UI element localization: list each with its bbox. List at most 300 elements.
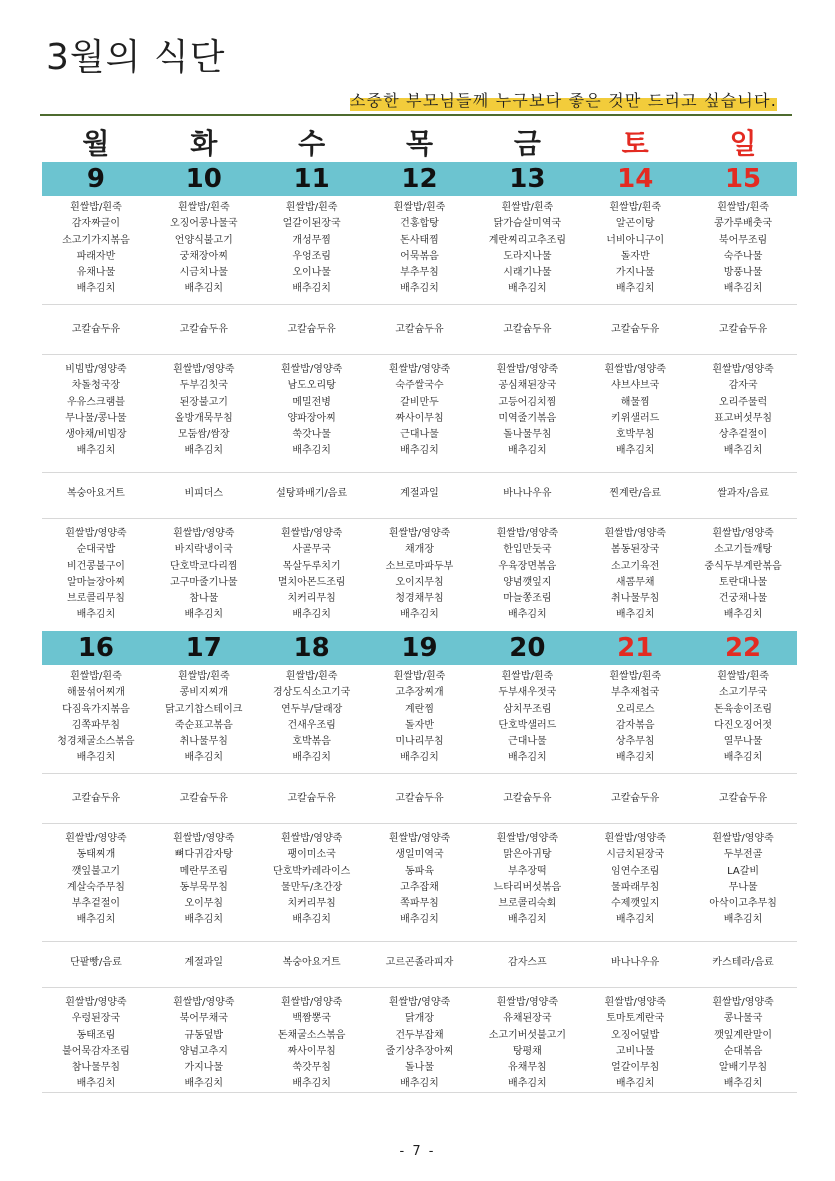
menu-item: 계란찜 [405,703,434,715]
menu-item: 소고기버섯불고기 [488,1029,566,1041]
menu-item: 깻잎계란말이 [714,1029,773,1041]
menu-item: 북어무조림 [718,234,768,246]
meal-cell [366,362,474,460]
menu-item: 채개장 [405,544,434,556]
menu-item: 배추김치 [76,1078,116,1090]
snack-item: 고칼슘두유 [503,793,552,804]
menu-item: 배추김치 [184,609,224,621]
menu-item: 봄동된장국 [611,544,660,556]
meal-cell [366,669,474,767]
menu-item: 숙주나물 [723,250,763,262]
menu-item: 죽순표고볶음 [174,719,233,731]
snack-item: 복숭아요거트 [66,488,125,499]
snack-item: 고칼슘두유 [71,793,121,804]
menu-item: 뼈다귀감자탕 [174,849,233,861]
menu-item: 배추김치 [615,914,655,926]
meal-cell [366,995,474,1093]
menu-item: 오이나물 [292,267,331,279]
menu-item: 흰쌀밥/흰죽 [717,202,769,213]
date-number: 17 [185,633,222,663]
meal-cell [581,995,689,1093]
menu-item: 소브로마파두부 [385,560,454,572]
meal-cell [689,669,797,767]
menu-item: 배추김치 [400,1078,439,1090]
meal-cell [258,669,366,767]
menu-item: 시금치나물 [179,267,228,279]
lunch-row-week-1 [42,362,797,460]
menu-item: 계살숙주무침 [66,881,125,893]
meal-cell [689,526,797,624]
menu-item: 바지락냉이국 [174,544,233,556]
menu-item: 배추김치 [292,752,331,764]
menu-item: 우렁된장국 [71,1013,121,1025]
menu-item: 배추김치 [184,445,224,457]
menu-item: 흰쌀밥/영양죽 [388,528,451,539]
date-number: 16 [77,633,115,663]
menu-item: 중식두부계란볶음 [704,560,782,572]
snack1-row-week-1 [42,322,797,338]
menu-item: 양념깻잎지 [503,576,552,588]
snack-cell [42,791,150,807]
menu-item: 흰쌀밥/흰죽 [177,671,230,682]
date-number: 13 [509,164,546,194]
snack-item: 고칼슘두유 [179,324,228,335]
menu-item: 북어무채국 [179,1013,228,1025]
menu-item: 배추김치 [184,1078,224,1090]
menu-item: 김쪽파무침 [71,719,121,731]
section-divider [42,518,797,519]
weekday-mon: 월 [82,127,110,160]
menu-item: 동부묵무침 [179,881,228,893]
menu-item: 시래기나물 [503,267,552,279]
meal-cell [581,526,689,624]
snack-item: 찐계란/음료 [609,488,662,499]
menu-item: 부추재첩국 [611,687,660,699]
menu-item: 흰쌀밥/영양죽 [712,997,774,1008]
menu-item: 깻잎불고기 [71,865,121,877]
menu-item: 비빔밥/영양죽 [65,364,127,375]
menu-item: 청경채굴소스볶음 [57,736,135,748]
menu-item: 쑥갓나물 [292,429,331,441]
menu-item: 해물섞어찌개 [66,687,125,699]
snack2-row-week-1 [42,486,797,502]
snack-cell [42,955,150,971]
snack-item: 바나나우유 [611,957,660,968]
snack-item: 고칼슘두유 [718,793,768,804]
snack-cell [258,486,366,502]
menu-item: 배추김치 [615,445,655,457]
menu-item: 순대볶음 [723,1045,763,1057]
meal-cell [473,526,581,624]
date-number: 11 [293,164,330,194]
menu-item: 근대나물 [508,736,547,748]
snack-cell [473,955,581,971]
menu-item: 흰쌀밥/흰죽 [609,671,662,682]
section-divider [42,987,797,988]
menu-item: 시금치된장국 [606,849,665,861]
page-title: 3월의 식단 [46,37,226,78]
menu-item: 흰쌀밥/영양죽 [280,528,343,539]
meal-cell [150,362,258,460]
menu-item: 짜사이무침 [395,412,444,424]
menu-item: 감자볶음 [615,719,655,731]
menu-item: 올방개묵무침 [174,412,233,424]
menu-item: 도라지나물 [503,250,552,262]
menu-item: 흰쌀밥/흰죽 [717,671,769,682]
weekday-thu: 목 [405,127,434,160]
snack-cell [689,322,797,338]
menu-item: 물만두/초간장 [280,881,343,893]
menu-item: 돌나물무침 [503,429,552,441]
menu-item: 감자짜글이 [71,218,121,230]
menu-item: 배추김치 [723,445,763,457]
menu-item: 다짐육가지볶음 [62,703,130,715]
menu-item: 파래자반 [76,250,116,262]
menu-item: 배추김치 [723,914,763,926]
snack-cell [258,955,366,971]
menu-item: 흰쌀밥/영양죽 [65,997,127,1008]
meal-cell [473,200,581,298]
menu-item: 흰쌀밥/영양죽 [173,364,235,375]
menu-item: 비건콩불구이 [66,560,125,572]
menu-item: 배추김치 [508,1078,547,1090]
menu-item: 두부전골 [723,849,763,861]
menu-item: 흰쌀밥/영양죽 [604,833,666,844]
menu-item: 계란찌리고추조림 [488,234,566,246]
menu-item: 모둠쌈/쌈장 [177,429,230,441]
meal-cell [473,362,581,460]
meal-cell [689,200,797,298]
menu-item: 흰쌀밥/흰죽 [285,202,338,213]
menu-item: 물파래무침 [611,881,660,893]
snack-item: 비피더스 [184,488,224,499]
menu-item: 사골무국 [292,544,331,556]
menu-item: 짜사이무침 [287,1045,336,1057]
menu-item: 돈사태찜 [400,234,439,246]
menu-item: 흰쌀밥/영양죽 [280,997,343,1008]
menu-item: 상추무침 [615,736,655,748]
menu-item: 흰쌀밥/영양죽 [496,364,559,375]
menu-item: 배추김치 [400,283,439,295]
menu-item: 배추김치 [76,752,116,764]
menu-item: 마늘쫑조림 [503,593,552,605]
snack-item: 계절과일 [184,957,224,968]
date-number: 9 [86,164,105,194]
menu-item: 키위샐러드 [611,412,660,424]
snack-item: 고칼슘두유 [287,793,336,804]
menu-item: 건새우조림 [287,719,336,731]
menu-item: 오징어콩나물국 [169,218,238,230]
menu-item: 생일미역국 [395,849,444,861]
menu-item: 닭가슴살미역국 [493,218,562,230]
menu-item: 흰쌀밥/영양죽 [65,528,127,539]
menu-item: 양파장아찌 [287,412,336,424]
menu-item: 백짬뽕국 [292,1013,331,1025]
menu-item: 참나물무침 [71,1062,121,1074]
menu-item: 개성무찜 [292,234,331,246]
menu-item: 느타리버섯볶음 [493,881,562,893]
menu-item: 오이지무침 [395,576,444,588]
menu-item: 우육장면볶음 [498,560,557,572]
menu-item: 무나물/콩나물 [65,412,127,424]
snack-item: 고칼슘두유 [71,324,121,335]
date-number: 19 [401,633,438,663]
dinner-row-week-1 [42,526,797,624]
menu-item: 단호박코다리찜 [169,560,238,572]
menu-item: 고비나물 [615,1045,655,1057]
menu-item: 흰쌀밥/영양죽 [712,833,774,844]
menu-item: 배추김치 [400,445,439,457]
menu-item: 오징어덮밥 [611,1029,660,1041]
menu-item: 흰쌀밥/영양죽 [173,833,235,844]
snack-cell [689,955,797,971]
menu-item: 불어묵감자조림 [62,1045,130,1057]
menu-item: 배추김치 [292,914,331,926]
menu-item: 부추장떡 [508,865,547,877]
menu-item: 돈육송이조림 [714,703,773,715]
menu-item: 알곤이탕 [615,218,655,230]
snack-cell [366,486,474,502]
menu-item: 흰쌀밥/흰죽 [285,671,338,682]
snack-cell [581,955,689,971]
menu-item: 언양식불고기 [174,234,233,246]
date-band-week-2 [42,631,797,665]
menu-item: 연두부/달래장 [280,703,343,715]
snack-cell [150,322,258,338]
menu-item: 된장불고기 [179,396,228,408]
dinner-row-week-2 [42,995,797,1093]
meal-cell [366,526,474,624]
menu-item: 배추김치 [400,752,439,764]
menu-item: 다진오징어젓 [714,719,773,731]
menu-item: 참나물 [189,593,219,605]
menu-item: 멸치아몬드조림 [277,576,346,588]
menu-item: 새콤무채 [615,576,655,588]
snack-item: 고칼슘두유 [503,324,552,335]
snack-cell [366,955,474,971]
menu-item: 배추김치 [508,752,547,764]
snack-item: 계절과일 [400,488,439,499]
weekday-fri: 금 [513,127,541,160]
menu-item: 숙주쌀국수 [395,380,444,392]
menu-item: 알배기무침 [718,1062,768,1074]
menu-item: 줄기상추장아찌 [385,1045,454,1057]
menu-item: 쪽파무침 [400,898,439,910]
snack-cell [473,486,581,502]
section-divider [42,304,797,305]
snack-item: 고칼슘두유 [287,324,336,335]
breakfast-row-week-2 [42,669,797,767]
date-number: 14 [617,164,654,194]
menu-item: 흰쌀밥/영양죽 [604,528,666,539]
meal-cell [150,200,258,298]
menu-item: 배추김치 [615,1078,655,1090]
menu-item: 배추김치 [508,283,547,295]
meal-cell [366,200,474,298]
menu-item: 배추김치 [292,1078,331,1090]
snack-cell [366,322,474,338]
menu-item: 흰쌀밥/영양죽 [173,997,235,1008]
menu-item: 동파육 [405,865,434,877]
menu-item: 배추김치 [400,609,439,621]
meal-cell [42,831,150,929]
snack-cell [42,322,150,338]
date-number: 22 [724,633,762,663]
menu-item: 호박볶음 [292,736,331,748]
menu-item: 쑥갓무침 [292,1062,331,1074]
snack-cell [258,791,366,807]
menu-item: 흰쌀밥/영양죽 [65,833,127,844]
menu-item: 동태조림 [76,1029,116,1041]
menu-item: 배추김치 [508,914,547,926]
menu-item: 건궁채나물 [718,593,768,605]
menu-item: 돌자반 [405,719,434,731]
snack-item: 고르곤졸라피자 [385,957,454,968]
menu-item: 취나물무침 [611,593,660,605]
weekday-wed: 수 [298,127,326,160]
menu-item: 너비아니구이 [606,234,665,246]
section-divider [42,941,797,942]
menu-item: 수제깻잎지 [611,898,660,910]
subtitle-block [350,90,777,112]
menu-item: 단호박샐러드 [498,719,557,731]
meal-cell [689,995,797,1093]
snack-item: 카스테라/음료 [712,957,774,968]
menu-item: 배추김치 [723,1078,763,1090]
menu-item: 유채된장국 [503,1013,552,1025]
menu-item: 배추김치 [508,609,547,621]
menu-item: 근대나물 [400,429,439,441]
menu-item: 돌나물 [405,1062,434,1074]
menu-item: 메란무조림 [179,865,228,877]
menu-item: 돈채굴소스볶음 [277,1029,346,1041]
section-divider [42,1092,797,1093]
menu-item: 흰쌀밥/영양죽 [604,364,666,375]
section-divider [42,472,797,473]
menu-item: LA갈비 [727,865,760,877]
menu-item: 아삭이고추무침 [709,898,777,910]
menu-item: 공심채된장국 [498,380,557,392]
menu-item: 양념고추지 [179,1045,228,1057]
menu-item: 우유스크램블 [66,396,125,408]
snack-cell [150,486,258,502]
menu-item: 가지나물 [184,1062,224,1074]
menu-item: 배추김치 [723,283,763,295]
date-number: 21 [617,633,654,663]
menu-item: 콩가루배춧국 [714,218,773,230]
menu-item: 배추김치 [508,445,547,457]
menu-item: 흰쌀밥/흰죽 [70,671,122,682]
menu-item: 감자국 [728,380,758,392]
meal-cell [473,669,581,767]
menu-item: 목살두루치기 [282,560,341,572]
menu-item: 탕평채 [512,1045,542,1057]
menu-item: 순대국밥 [76,544,116,556]
menu-item: 흰쌀밥/영양죽 [388,997,451,1008]
menu-item: 흰쌀밥/영양죽 [280,833,343,844]
menu-item: 콩나물국 [723,1013,763,1025]
section-divider [42,354,797,355]
menu-item: 임연수조림 [611,865,660,877]
menu-item: 우엉조림 [292,250,331,262]
menu-item: 배추김치 [615,752,655,764]
menu-item: 두부김칫국 [179,380,228,392]
menu-item: 흰쌀밥/영양죽 [496,997,559,1008]
menu-item: 치커리무침 [287,593,336,605]
menu-item: 치커리무침 [287,898,336,910]
meal-cell [42,669,150,767]
meal-cell [366,831,474,929]
menu-item: 알마늘장아찌 [66,576,125,588]
menu-item: 배추김치 [76,445,116,457]
menu-item: 흰쌀밥/흰죽 [393,671,446,682]
menu-item: 유채무침 [508,1062,547,1074]
menu-item: 배추김치 [292,609,331,621]
menu-item: 흰쌀밥/영양죽 [496,833,559,844]
menu-item: 궁채장아찌 [179,250,228,262]
menu-item: 흰쌀밥/영양죽 [604,997,666,1008]
meal-cell [581,362,689,460]
menu-item: 흰쌀밥/흰죽 [609,202,662,213]
menu-item: 오리주물럭 [718,396,768,408]
menu-item: 메밀전병 [292,396,331,408]
snack-cell [689,486,797,502]
meal-cell [258,831,366,929]
menu-item: 배추김치 [615,609,655,621]
menu-item: 건홍합탕 [400,218,439,230]
menu-item: 흰쌀밥/영양죽 [712,364,774,375]
snack-item: 감자스프 [508,957,547,968]
menu-item: 소고기무국 [718,687,768,699]
date-number: 12 [401,164,438,194]
menu-item: 가지나물 [615,267,655,279]
weekday-sun: 일 [729,127,757,160]
menu-item: 흰쌀밥/영양죽 [712,528,774,539]
menu-item: 얼갈이무침 [611,1062,660,1074]
menu-item: 두부새우젓국 [498,687,557,699]
weekday-tue: 화 [190,127,218,160]
snack2-row-week-2 [42,955,797,971]
menu-item: 동태찌개 [76,849,116,861]
snack-item: 고칼슘두유 [179,793,228,804]
menu-item: 호박무침 [615,429,655,441]
snack-cell [473,791,581,807]
snack-cell [473,322,581,338]
menu-item: 부추겉절이 [71,898,121,910]
menu-item: 흰쌀밥/흰죽 [501,202,554,213]
menu-item: 청경채무침 [395,593,444,605]
snack-item: 고칼슘두유 [611,793,660,804]
meal-cell [150,831,258,929]
meal-cell [581,831,689,929]
menu-item: 미역줄기볶음 [498,412,557,424]
meal-cell [42,200,150,298]
menu-item: 소고기육전 [611,560,660,572]
breakfast-row-week-1 [42,200,797,298]
menu-item: 소고기가지볶음 [62,234,130,246]
lunch-row-week-2 [42,831,797,929]
menu-item: 배추김치 [292,445,331,457]
menu-item: 유채나물 [76,267,116,279]
date-number: 18 [293,633,330,663]
menu-item: 배추김치 [184,283,224,295]
section-divider [42,773,797,774]
menu-item: 배추김치 [76,283,116,295]
snack-cell [581,791,689,807]
menu-item: 팽이미소국 [287,849,336,861]
meal-cell [42,995,150,1093]
menu-item: 배추김치 [723,752,763,764]
